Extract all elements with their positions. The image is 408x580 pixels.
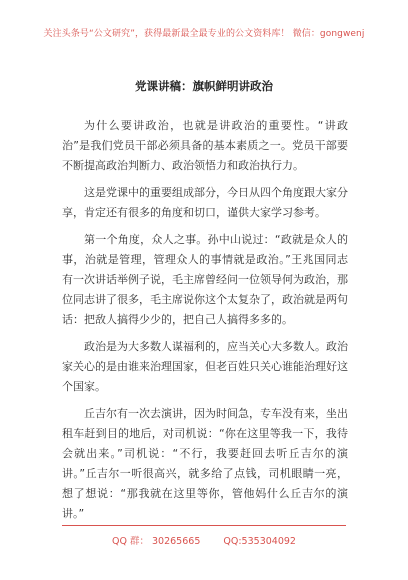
paragraph: 这是党课中的重要组成部分，今日从四个角度跟大家分享，肯定还有很多的角度和切口，谨供大家学习参考。 [62, 186, 348, 219]
paragraph: 政治是为大多数人谋福利的，应当关心大多数人。政治家关心的是由谁来治理国家，但老百姓只关心谁能治理好这个国家。 [62, 340, 348, 393]
footer-divider [62, 525, 346, 526]
footer-qq-contact: QQ:535304092 [223, 536, 296, 547]
footer-qq-group: QQ 群： 30265665 [112, 536, 201, 547]
footer [0, 533, 408, 547]
paragraph: 为什么要讲政治，也就是讲政治的重要性。“讲政治”是我们党员干部必须具备的基本素质之一。党员干部要不断提高政治判断力、政治领悟力和政治执行力。 [62, 119, 348, 172]
paragraph: 丘吉尔有一次去演讲，因为时间急，专车没有来，坐出租车赶到目的地后，对司机说：“你在这里等我一下，我待会就出来。”司机说：“不行，我要赶回去听丘吉尔的演讲。”丘吉尔一听很高兴，就多给了点钱，司机眼睛一亮，想了想说：“那我就在这里等你，管他妈什么丘吉尔的演讲。” [62, 407, 348, 520]
header-banner: 关注头条号“公文研究”，获得最新最全最专业的公文资料库！ 微信：gongwenj [43, 29, 365, 39]
document-title: 党课讲稿：旗帜鲜明讲政治 [135, 79, 273, 93]
paragraph: 第一个角度，众人之事。孙中山说过：“政就是众人的事，治就是管理，管理众人的事情就是政治。”王兆国同志有一次讲话举例子说，毛主席曾经问一位领导何为政治，那位同志讲了很多，毛主席说你这个太复杂了，政治就是两句话：把敌人搞得少少的，把自己人搞得多多的。 [62, 233, 348, 326]
document-body [62, 116, 348, 531]
